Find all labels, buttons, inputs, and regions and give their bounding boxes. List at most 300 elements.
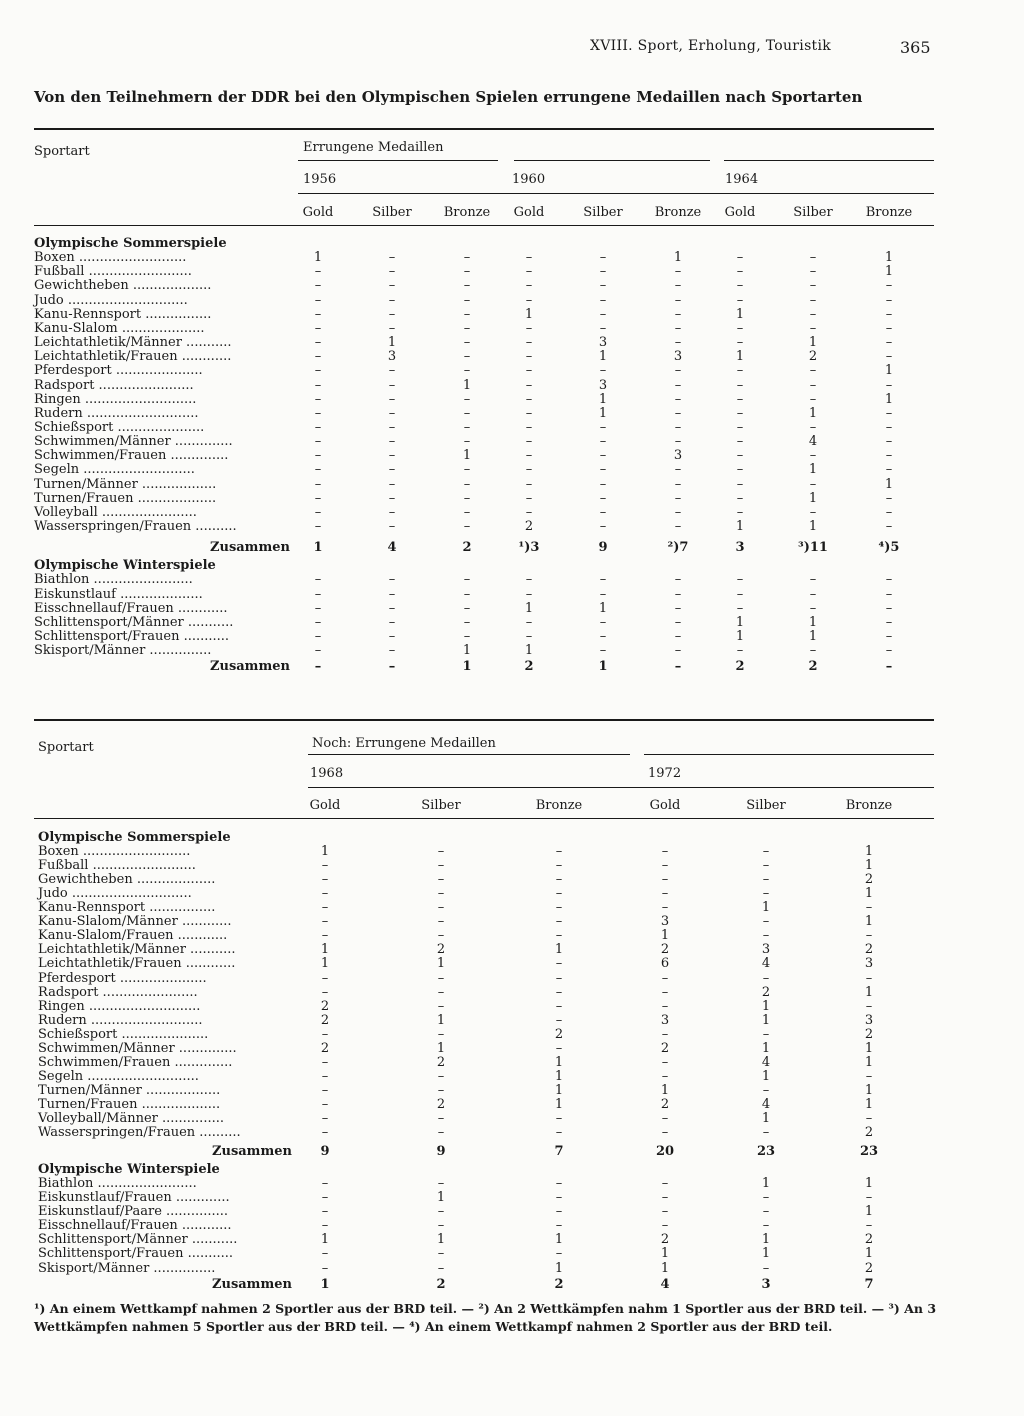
leader-dots: ..................... bbox=[117, 1026, 209, 1042]
medal-count: – bbox=[599, 519, 607, 534]
sport-name: Skisport/Männer bbox=[34, 643, 146, 659]
medal-count: – bbox=[762, 928, 770, 944]
sport-name: Schlittensport/Männer bbox=[38, 1232, 188, 1248]
medal-count: – bbox=[463, 462, 471, 478]
medal-count: – bbox=[865, 1190, 873, 1206]
medal-count: – bbox=[437, 1204, 445, 1220]
medal-count: – bbox=[736, 434, 744, 450]
medal-count: 1 bbox=[735, 519, 745, 534]
medal-count: – bbox=[525, 391, 533, 407]
leader-dots: ............ bbox=[181, 956, 236, 972]
leader-dots: ........................... bbox=[82, 405, 199, 421]
medal-count: – bbox=[555, 1218, 563, 1234]
sport-name: Wasserspringen/Frauen bbox=[34, 519, 192, 534]
medal-count: 1 bbox=[660, 928, 670, 944]
medal-count: – bbox=[388, 614, 396, 630]
medal-count: 1 bbox=[884, 264, 894, 280]
medal-count: 1 bbox=[761, 1040, 771, 1056]
medal-count: – bbox=[885, 278, 893, 294]
medal-count: – bbox=[437, 1026, 445, 1042]
sport-name: Turnen/Männer bbox=[34, 476, 138, 492]
sport-name: Wasserspringen/Frauen bbox=[38, 1125, 196, 1141]
column-header-gold: Gold bbox=[302, 205, 334, 220]
leader-dots: ....................... bbox=[97, 504, 197, 520]
medal-count: – bbox=[885, 519, 893, 534]
medal-count: – bbox=[388, 363, 396, 379]
medal-count: 1 bbox=[761, 1176, 771, 1192]
medal-count: 2 bbox=[436, 1096, 446, 1112]
sport-name: Rudern bbox=[38, 1012, 87, 1028]
leader-dots: ........... bbox=[183, 1246, 234, 1262]
column-header-silber: Silber bbox=[793, 205, 833, 220]
leader-dots: ........... bbox=[181, 335, 232, 351]
sport-name: Skisport/Männer bbox=[38, 1260, 150, 1276]
medal-count: 1 bbox=[884, 363, 894, 379]
medal-count: – bbox=[736, 504, 744, 520]
medal-count: – bbox=[762, 1125, 770, 1141]
table-row-label bbox=[34, 435, 233, 449]
medal-count: – bbox=[321, 914, 329, 930]
medal-count: – bbox=[437, 886, 445, 902]
medal-count: – bbox=[525, 292, 533, 308]
medal-count: – bbox=[321, 928, 329, 944]
sport-name: Rudern bbox=[34, 405, 83, 421]
medal-count: – bbox=[388, 600, 396, 616]
rule-line bbox=[308, 754, 630, 755]
leader-dots: ................... bbox=[132, 872, 216, 888]
medal-count: – bbox=[885, 320, 893, 336]
table-row-label bbox=[38, 1014, 202, 1028]
total-value: 1 bbox=[462, 659, 472, 675]
table-row-label bbox=[34, 322, 205, 336]
column-header-bronze: Bronze bbox=[654, 205, 702, 220]
medal-count: 4 bbox=[761, 956, 771, 972]
total-value: 20 bbox=[655, 1144, 675, 1160]
leader-dots: ............ bbox=[173, 600, 228, 616]
table-row-label bbox=[34, 602, 228, 616]
table-row-label bbox=[34, 506, 197, 520]
medal-count: – bbox=[525, 250, 533, 266]
sport-name: Kanu-Slalom bbox=[34, 320, 118, 336]
sport-name: Radsport bbox=[38, 984, 99, 1000]
table-row-label bbox=[34, 308, 211, 322]
medal-count: – bbox=[314, 629, 322, 645]
table-row-label bbox=[34, 265, 192, 279]
medal-count: – bbox=[555, 900, 563, 916]
medal-count: – bbox=[885, 462, 893, 478]
medal-count: 1 bbox=[320, 956, 330, 972]
column-header-bronze: Bronze bbox=[865, 205, 913, 220]
leader-dots: ......................... bbox=[88, 858, 196, 874]
medal-count: – bbox=[437, 844, 445, 860]
leader-dots: ............................. bbox=[63, 292, 188, 308]
sport-name: Schwimmen/Männer bbox=[34, 434, 171, 450]
leader-dots: ............................. bbox=[67, 886, 192, 902]
medal-count: – bbox=[388, 377, 396, 393]
medal-count: – bbox=[314, 405, 322, 421]
table-row-label bbox=[38, 957, 235, 971]
medal-count: – bbox=[809, 504, 817, 520]
total-value: 23 bbox=[756, 1144, 776, 1160]
medal-count: – bbox=[314, 614, 322, 630]
medal-count: 3 bbox=[673, 349, 683, 365]
medal-count: – bbox=[463, 629, 471, 645]
medal-count: – bbox=[809, 391, 817, 407]
medal-count: – bbox=[599, 586, 607, 602]
medal-count: – bbox=[437, 900, 445, 916]
medal-count: 1 bbox=[320, 1232, 330, 1248]
medal-count: – bbox=[674, 391, 682, 407]
leader-dots: ........... bbox=[187, 1232, 238, 1248]
medal-count: – bbox=[865, 1068, 873, 1084]
leader-dots: .............. bbox=[170, 434, 233, 450]
medal-count: – bbox=[463, 405, 471, 421]
sport-name: Schießsport bbox=[34, 419, 114, 435]
medal-count: – bbox=[865, 970, 873, 986]
medal-count: – bbox=[314, 335, 322, 351]
medal-count: 2 bbox=[808, 349, 818, 365]
medal-count: – bbox=[736, 476, 744, 492]
medal-count: – bbox=[885, 643, 893, 659]
medal-count: – bbox=[555, 872, 563, 888]
sport-name: Boxen bbox=[34, 250, 75, 266]
medal-count: – bbox=[661, 900, 669, 916]
leader-dots: ................... bbox=[137, 1096, 221, 1112]
medal-count: – bbox=[555, 928, 563, 944]
medal-count: 1 bbox=[808, 614, 818, 630]
section-title-summer: Olympische Sommerspiele bbox=[38, 830, 231, 845]
medal-count: – bbox=[463, 476, 471, 492]
table-row-label bbox=[34, 492, 216, 506]
medal-count: 1 bbox=[864, 914, 874, 930]
medal-count: – bbox=[525, 476, 533, 492]
sport-name: Leichtathletik/Männer bbox=[34, 335, 182, 351]
table-row-label bbox=[34, 251, 186, 265]
medal-count: – bbox=[463, 434, 471, 450]
sport-name: Boxen bbox=[38, 844, 79, 860]
medal-count: 1 bbox=[524, 643, 534, 659]
total-value: 7 bbox=[554, 1144, 564, 1160]
medal-count: – bbox=[314, 448, 322, 464]
medal-count: – bbox=[809, 250, 817, 266]
total-value: – bbox=[885, 659, 893, 675]
medal-count: – bbox=[388, 586, 396, 602]
table-row-label bbox=[38, 1084, 220, 1098]
total-value: ¹)3 bbox=[518, 540, 540, 556]
medal-count: 3 bbox=[761, 942, 771, 958]
year-header: 1968 bbox=[310, 766, 344, 781]
medal-count: – bbox=[762, 872, 770, 888]
medal-count: 1 bbox=[864, 1204, 874, 1220]
table-row-label bbox=[38, 901, 215, 915]
medal-count: – bbox=[314, 519, 322, 534]
medal-count: – bbox=[555, 970, 563, 986]
table-row-label bbox=[38, 1191, 230, 1205]
medal-count: 1 bbox=[436, 1232, 446, 1248]
sport-name: Leichtathletik/Frauen bbox=[38, 956, 182, 972]
total-label: Zusammen bbox=[210, 659, 290, 675]
medal-count: 1 bbox=[808, 405, 818, 421]
medal-count: – bbox=[736, 264, 744, 280]
medal-count: – bbox=[437, 970, 445, 986]
medal-count: – bbox=[321, 1204, 329, 1220]
medal-count: 1 bbox=[864, 858, 874, 874]
column-header-gold: Gold bbox=[309, 798, 341, 813]
medal-count: – bbox=[463, 391, 471, 407]
medal-count: – bbox=[736, 363, 744, 379]
medal-count: – bbox=[555, 844, 563, 860]
leader-dots: .................. bbox=[137, 476, 217, 492]
medal-count: – bbox=[525, 629, 533, 645]
medal-count: – bbox=[674, 504, 682, 520]
medal-count: – bbox=[555, 886, 563, 902]
medal-count: – bbox=[555, 1204, 563, 1220]
medal-count: – bbox=[388, 278, 396, 294]
medal-count: 2 bbox=[761, 984, 771, 1000]
table-row-label bbox=[38, 845, 190, 859]
medal-count: 1 bbox=[660, 1246, 670, 1262]
medal-count: – bbox=[321, 858, 329, 874]
medal-count: 1 bbox=[554, 942, 564, 958]
leader-dots: ........... bbox=[183, 614, 234, 630]
medal-count: 2 bbox=[660, 1040, 670, 1056]
medal-count: – bbox=[885, 292, 893, 308]
medal-count: – bbox=[437, 1246, 445, 1262]
table-row-label bbox=[38, 1112, 224, 1126]
total-value: 2 bbox=[462, 540, 472, 556]
medal-count: – bbox=[321, 900, 329, 916]
medal-count: – bbox=[661, 984, 669, 1000]
medal-count: – bbox=[661, 886, 669, 902]
sport-name: Turnen/Frauen bbox=[38, 1096, 138, 1112]
sport-name: Schwimmen/Frauen bbox=[38, 1054, 171, 1070]
medal-count: – bbox=[321, 1026, 329, 1042]
medal-count: – bbox=[463, 572, 471, 588]
medal-count: 6 bbox=[660, 956, 670, 972]
table-row-label bbox=[34, 279, 211, 293]
medal-count: – bbox=[736, 405, 744, 421]
medal-count: 1 bbox=[320, 844, 330, 860]
medal-count: – bbox=[599, 448, 607, 464]
section-title-winter: Olympische Winterspiele bbox=[34, 558, 216, 574]
medal-count: – bbox=[321, 970, 329, 986]
medal-count: – bbox=[762, 858, 770, 874]
medal-count: 1 bbox=[761, 1111, 771, 1126]
medal-count: 2 bbox=[320, 1040, 330, 1056]
rule-line bbox=[724, 160, 934, 161]
medal-count: – bbox=[674, 586, 682, 602]
medal-count: – bbox=[885, 306, 893, 322]
medal-count: – bbox=[388, 448, 396, 464]
medal-count: – bbox=[736, 448, 744, 464]
group-label: Errungene Medaillen bbox=[303, 140, 444, 155]
medal-count: 1 bbox=[524, 600, 534, 616]
medal-count: 1 bbox=[808, 629, 818, 645]
medal-count: – bbox=[661, 1125, 669, 1141]
column-header-bronze: Bronze bbox=[443, 205, 491, 220]
medal-count: 1 bbox=[761, 1068, 771, 1084]
table-row-label bbox=[34, 573, 193, 587]
sport-name: Kanu-Slalom/Männer bbox=[38, 914, 178, 930]
sport-name: Ringen bbox=[34, 391, 81, 407]
rule-line bbox=[34, 719, 934, 721]
table-row-label bbox=[34, 520, 237, 534]
medal-count: – bbox=[555, 858, 563, 874]
medal-count: – bbox=[388, 292, 396, 308]
medal-count: – bbox=[674, 614, 682, 630]
leader-dots: ..................... bbox=[113, 419, 205, 435]
medal-count: – bbox=[661, 1111, 669, 1126]
medal-count: 4 bbox=[761, 1096, 771, 1112]
medal-count: 1 bbox=[660, 1260, 670, 1276]
medal-count: – bbox=[865, 928, 873, 944]
leader-dots: ....................... bbox=[98, 984, 198, 1000]
medal-count: – bbox=[321, 1190, 329, 1206]
medal-count: 1 bbox=[761, 1232, 771, 1248]
medal-count: – bbox=[736, 250, 744, 266]
table-row-label bbox=[38, 1262, 215, 1276]
medal-count: – bbox=[525, 320, 533, 336]
leader-dots: ............... bbox=[149, 1260, 216, 1276]
medal-count: – bbox=[463, 504, 471, 520]
medal-count: – bbox=[525, 614, 533, 630]
medal-count: 2 bbox=[864, 1026, 874, 1042]
medal-count: – bbox=[463, 278, 471, 294]
sport-name: Fußball bbox=[38, 858, 89, 874]
sport-name: Judo bbox=[34, 292, 64, 308]
medal-count: 1 bbox=[598, 391, 608, 407]
rule-line bbox=[34, 818, 934, 819]
medal-count: 1 bbox=[864, 1176, 874, 1192]
medal-count: 1 bbox=[554, 1096, 564, 1112]
sportart-label: Sportart bbox=[38, 740, 94, 755]
sport-name: Eiskunstlauf bbox=[34, 586, 116, 602]
medal-count: – bbox=[463, 292, 471, 308]
medal-count: 2 bbox=[660, 942, 670, 958]
total-value: – bbox=[674, 659, 682, 675]
leader-dots: ......................... bbox=[84, 264, 192, 280]
medal-count: – bbox=[599, 292, 607, 308]
medal-count: – bbox=[321, 1068, 329, 1084]
medal-count: 2 bbox=[864, 1232, 874, 1248]
sport-name: Turnen/Männer bbox=[38, 1082, 142, 1098]
medal-count: 1 bbox=[462, 643, 472, 659]
medal-count: – bbox=[736, 490, 744, 506]
medal-count: – bbox=[388, 519, 396, 534]
medal-count: – bbox=[388, 643, 396, 659]
table-row-label bbox=[38, 1126, 241, 1140]
medal-count: – bbox=[388, 572, 396, 588]
sport-name: Pferdesport bbox=[34, 363, 112, 379]
medal-count: 3 bbox=[673, 448, 683, 464]
medal-count: – bbox=[437, 1260, 445, 1276]
table-row-label bbox=[34, 294, 188, 308]
medal-count: – bbox=[437, 984, 445, 1000]
total-value: ⁴)5 bbox=[878, 540, 900, 556]
table-row-label bbox=[38, 1000, 200, 1014]
medal-count: – bbox=[321, 1246, 329, 1262]
medal-count: – bbox=[463, 519, 471, 534]
medal-count: – bbox=[674, 306, 682, 322]
medal-count: – bbox=[555, 1125, 563, 1141]
medal-count: – bbox=[599, 629, 607, 645]
medal-count: – bbox=[809, 292, 817, 308]
leader-dots: .................... bbox=[117, 320, 205, 336]
medal-count: – bbox=[525, 405, 533, 421]
medal-count: – bbox=[762, 844, 770, 860]
table-row-label bbox=[38, 1070, 199, 1084]
medal-count: – bbox=[736, 419, 744, 435]
medal-count: – bbox=[525, 462, 533, 478]
medal-count: – bbox=[885, 405, 893, 421]
medal-count: – bbox=[388, 490, 396, 506]
medal-count: – bbox=[388, 320, 396, 336]
medal-count: – bbox=[762, 1218, 770, 1234]
medal-count: 1 bbox=[864, 984, 874, 1000]
medal-count: – bbox=[885, 600, 893, 616]
rule-line bbox=[308, 787, 934, 788]
medal-count: – bbox=[885, 419, 893, 435]
table-row-label bbox=[38, 1233, 237, 1247]
medal-count: – bbox=[525, 572, 533, 588]
sport-name: Eiskunstlauf/Paare bbox=[38, 1204, 162, 1220]
medal-count: – bbox=[525, 434, 533, 450]
section-title-summer: Olympische Sommerspiele bbox=[34, 236, 227, 251]
table-row-label bbox=[38, 929, 227, 943]
medal-count: 1 bbox=[864, 844, 874, 860]
table-row-label bbox=[38, 1042, 237, 1056]
medal-count: – bbox=[555, 1040, 563, 1056]
medal-count: 1 bbox=[598, 405, 608, 421]
medal-count: – bbox=[555, 1176, 563, 1192]
medal-count: – bbox=[525, 264, 533, 280]
medal-count: – bbox=[321, 1111, 329, 1126]
medal-count: 1 bbox=[735, 306, 745, 322]
medal-count: – bbox=[525, 419, 533, 435]
medal-count: – bbox=[321, 886, 329, 902]
medal-count: – bbox=[321, 1260, 329, 1276]
medal-count: – bbox=[599, 434, 607, 450]
medal-count: – bbox=[314, 643, 322, 659]
medal-count: – bbox=[674, 434, 682, 450]
medal-count: – bbox=[762, 1204, 770, 1220]
table-row-label bbox=[34, 463, 195, 477]
medal-count: – bbox=[388, 250, 396, 266]
sport-name: Fußball bbox=[34, 264, 85, 280]
medal-count: – bbox=[314, 278, 322, 294]
column-header-gold: Gold bbox=[649, 798, 681, 813]
medal-count: – bbox=[674, 405, 682, 421]
medal-count: – bbox=[865, 998, 873, 1014]
page-number: 365 bbox=[900, 38, 931, 57]
medal-count: 1 bbox=[436, 1040, 446, 1056]
leader-dots: ............... bbox=[145, 643, 212, 659]
table-row-label bbox=[38, 972, 207, 986]
medal-count: – bbox=[674, 476, 682, 492]
sport-name: Eisschnellauf/Frauen bbox=[34, 600, 174, 616]
medal-count: – bbox=[674, 462, 682, 478]
medal-count: 3 bbox=[598, 335, 608, 351]
leader-dots: ........................... bbox=[80, 391, 197, 407]
medal-count: – bbox=[599, 462, 607, 478]
medal-count: 1 bbox=[864, 1246, 874, 1262]
medal-count: – bbox=[599, 264, 607, 280]
sportart-label: Sportart bbox=[34, 144, 90, 159]
table-row-label bbox=[38, 986, 198, 1000]
sport-name: Schlittensport/Frauen bbox=[34, 629, 180, 645]
column-header-silber: Silber bbox=[372, 205, 412, 220]
medal-count: 1 bbox=[436, 956, 446, 972]
